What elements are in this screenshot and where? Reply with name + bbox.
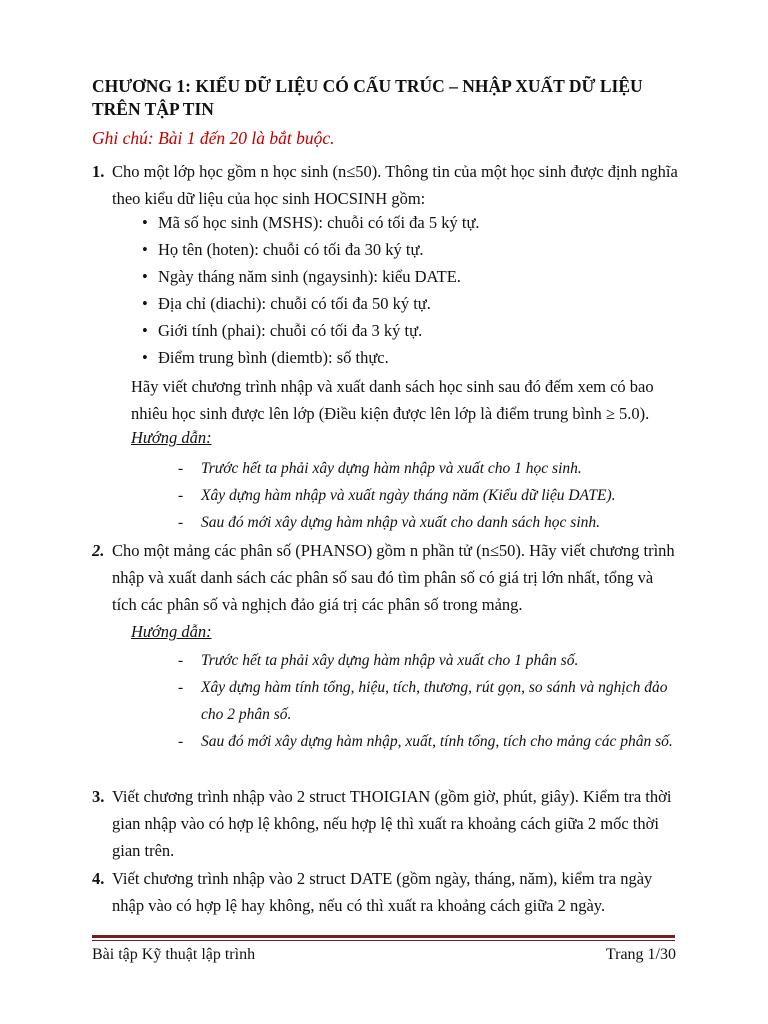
field-list	[142, 209, 480, 371]
list-item: - Sau đó mới xây dựng hàm nhập và xuất cho danh sách học sinh.	[178, 514, 601, 531]
list-item: - Xây dựng hàm nhập và xuất ngày tháng năm (Kiểu dữ liệu DATE).	[178, 487, 616, 504]
chapter-title: CHƯƠNG 1: KIỂU DỮ LIỆU CÓ CẤU TRÚC – NHẬP XUẤT DỮ LIỆU TRÊN TẬP TIN	[92, 76, 643, 119]
list-item: • Địa chỉ (diachi): chuỗi có tối đa 50 ký tự.	[142, 294, 431, 313]
exercise-4	[92, 865, 682, 919]
exercise-number: 1.	[92, 162, 105, 181]
exercise-number: 4.	[92, 869, 105, 888]
page-number: Trang 1/30	[605, 946, 676, 963]
list-item: • Họ tên (hoten): chuỗi có tối đa 30 ký tự.	[142, 240, 424, 259]
footer-divider	[92, 940, 675, 941]
exercise-2	[92, 537, 682, 618]
guide-steps	[178, 455, 678, 536]
guide-heading: Hướng dẫn:	[131, 428, 212, 447]
exercise-requirement: Hãy viết chương trình nhập và xuất danh sách học sinh sau đó đếm xem có bao nhiêu học sinh được lên lớp (Điều kiện được lên lớp là điểm trung bình ≥ 5.0).	[131, 377, 654, 423]
list-item: • Giới tính (phai): chuỗi có tối đa 3 ký tự.	[142, 321, 423, 340]
exercise-text: Cho một mảng các phân số (PHANSO) gồm n phần tử (n≤50). Hãy viết chương trình nhập và xuất danh sách các phân số sau đó tìm phân số có giá trị lớn nhất, tổng và tích các phân số và nghịch đảo giá trị các phân số trong mảng.	[112, 541, 675, 614]
exercise-text: Viết chương trình nhập vào 2 struct THOIGIAN (gồm giờ, phút, giây). Kiểm tra thời gian nhập vào có hợp lệ không, nếu hợp lệ thì xuất ra khoảng cách giữa 2 mốc thời gian trên.	[112, 787, 672, 860]
exercise-text: Cho một lớp học gồm n học sinh (n≤50). Thông tin của một học sinh được định nghĩa theo kiểu dữ liệu của học sinh HOCSINH gồm:	[112, 162, 678, 208]
list-item: - Trước hết ta phải xây dựng hàm nhập và xuất cho 1 phân số.	[178, 652, 579, 669]
list-item: • Điểm trung bình (diemtb): số thực.	[142, 348, 389, 367]
exercise-number: 2.	[92, 541, 105, 560]
guide-steps	[178, 647, 678, 755]
list-item: • Ngày tháng năm sinh (ngaysinh): kiểu DATE.	[142, 267, 461, 286]
footer-divider	[92, 935, 675, 938]
list-item: - Trước hết ta phải xây dựng hàm nhập và xuất cho 1 học sinh.	[178, 460, 582, 477]
list-item: - Sau đó mới xây dựng hàm nhập, xuất, tính tổng, tích cho mảng các phân số.	[178, 733, 673, 750]
list-item: - Xây dựng hàm tính tổng, hiệu, tích, thương, rút gọn, so sánh và nghịch đảo cho 2 phân số.	[178, 679, 668, 723]
exercise-3	[92, 783, 682, 864]
list-item: • Mã số học sinh (MSHS): chuỗi có tối đa 5 ký tự.	[142, 213, 480, 232]
exercise-1	[92, 158, 682, 212]
footer-course-title: Bài tập Kỹ thuật lập trình	[92, 946, 256, 963]
note-text: Ghi chú: Bài 1 đến 20 là bắt buộc.	[92, 128, 335, 148]
exercise-number: 3.	[92, 787, 105, 806]
guide-heading: Hướng dẫn:	[131, 622, 212, 641]
exercise-text: Viết chương trình nhập vào 2 struct DATE (gồm ngày, tháng, năm), kiểm tra ngày nhập vào có hợp lệ hay không, nếu có thì xuất ra khoảng cách giữa 2 ngày.	[112, 869, 653, 915]
